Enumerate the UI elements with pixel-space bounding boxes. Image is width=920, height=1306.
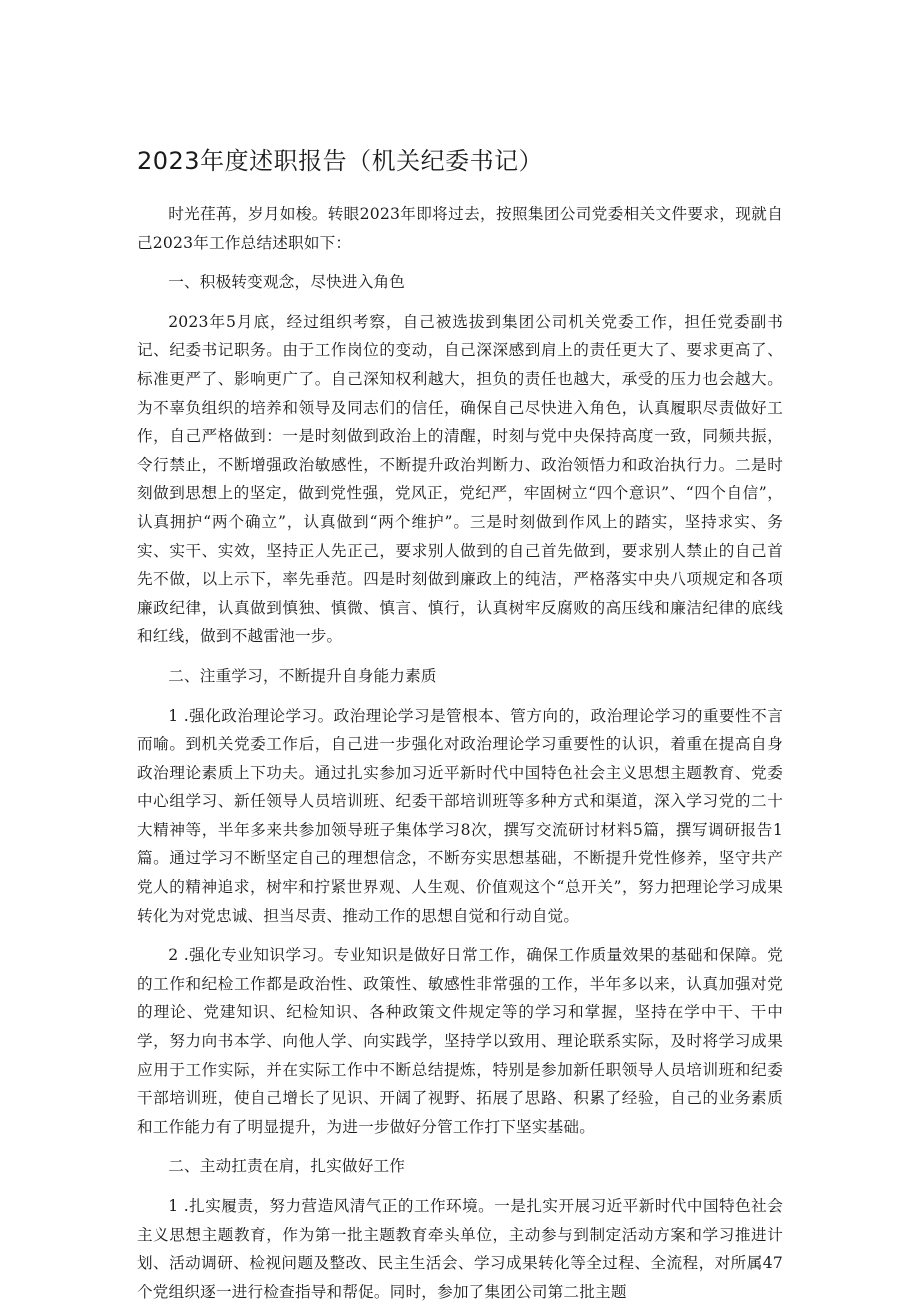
- document-title: 2023年度述职报告（机关纪委书记）: [137, 147, 544, 175]
- section-1-paragraph-1: 2023年5月底，经过组织考察，自己被选拔到集团公司机关党委工作，担任党委副书记、纪委书记职务。由于工作岗位的变动，自己深深感到肩上的责任更大了、要求更高了、标准更严了、影响更广了。自己深知权利越大，担负的责任也越大，承受的压力也会越大。为不辜负组织的培养和领导及同志们的信任，确保自己尽快进入角色，认真履职尽责做好工作，自己严格做到：一是时刻做到政治上的清醒，时刻与党中央保持高度一致，同频共振，令行禁止，不断增强政治敏感性，不断提升政治判断力、政治领悟力和政治执行力。二是时刻做到思想上的坚定，做到党性强，党风正，党纪严，牢固树立“四个意识”、“四个自信”，认真拥护“两个确立”，认真做到“两个维护”。三是时刻做到作风上的踏实，坚持求实、务实、实干、实效，坚持正人先正己，要求别人做到的自己首先做到，要求别人禁止的自己首先不做，以上示下，率先垂范。四是时刻做到廉政上的纯洁，严格落实中央八项规定和各项廉政纪律，认真做到慎独、慎微、慎言、慎行，认真树牢反腐败的高压线和廉洁纪律的底线和红线，做到不越雷池一步。: [137, 312, 783, 646]
- section-3-paragraph-1: 1 .扎实履责，努力营造风清气正的工作环境。一是扎实开展习近平新时代中国特色社会主义思想主题教育，作为第一批主题教育牵头单位，主动参与到制定活动方案和学习推进计划、活动调研、检视问题及整改、民主生活会、学习成果转化等全过程、全流程，对所属47个党组织逐一进行检查指导和帮促。同时，参加了集团公司第二批主题: [137, 1197, 783, 1301]
- section-2-paragraph-1: 1 .强化政治理论学习。政治理论学习是管根本、管方向的，政治理论学习的重要性不言而喻。到机关党委工作后，自己进一步强化对政治理论学习重要性的认识，着重在提高自身政治理论素质上下功夫。通过扎实参加习近平新时代中国特色社会主义思想主题教育、党委中心组学习、新任领导人员培训班、纪委干部培训班等多种方式和渠道，深入学习党的二十大精神等，半年多来共参加领导班子集体学习8次，撰写交流研讨材料5篇，撰写调研报告1篇。通过学习不断坚定自己的理想信念，不断夯实思想基础，不断提升党性修养，坚守共产党人的精神追求，树牢和拧紧世界观、人生观、价值观这个“总开关”，努力把理论学习成果转化为对党忠诚、担当尽责、推动工作的思想自觉和行动自觉。: [137, 706, 783, 925]
- section-2-heading: 二、注重学习，不断提升自身能力素质: [168, 666, 437, 685]
- intro-paragraph: 时光荏苒，岁月如梭。转眼2023年即将过去，按照集团公司党委相关文件要求，现就自己2023年工作总结述职如下：: [137, 205, 783, 252]
- section-1-heading: 一、积极转变观念，尽快进入角色: [168, 273, 406, 292]
- section-3-heading: 二、主动扛责在肩，扎实做好工作: [168, 1157, 406, 1176]
- section-2-paragraph-2: 2 .强化专业知识学习。专业知识是做好日常工作，确保工作质量效果的基础和保障。党的工作和纪检工作都是政治性、政策性、敏感性非常强的工作，半年多以来，认真加强对党的理论、党建知识、纪检知识、各种政策文件规定等的学习和掌握，坚持在学中干、干中学，努力向书本学、向他人学、向实践学，坚持学以致用、理论联系实际，及时将学习成果应用于工作实际，并在实际工作中不断总结提炼，特别是参加新任职领导人员培训班和纪委干部培训班，使自己增长了见识、开阔了视野、拓展了思路、积累了经验，自己的业务素质和工作能力有了明显提升，为进一步做好分管工作打下坚实基础。: [137, 946, 783, 1136]
